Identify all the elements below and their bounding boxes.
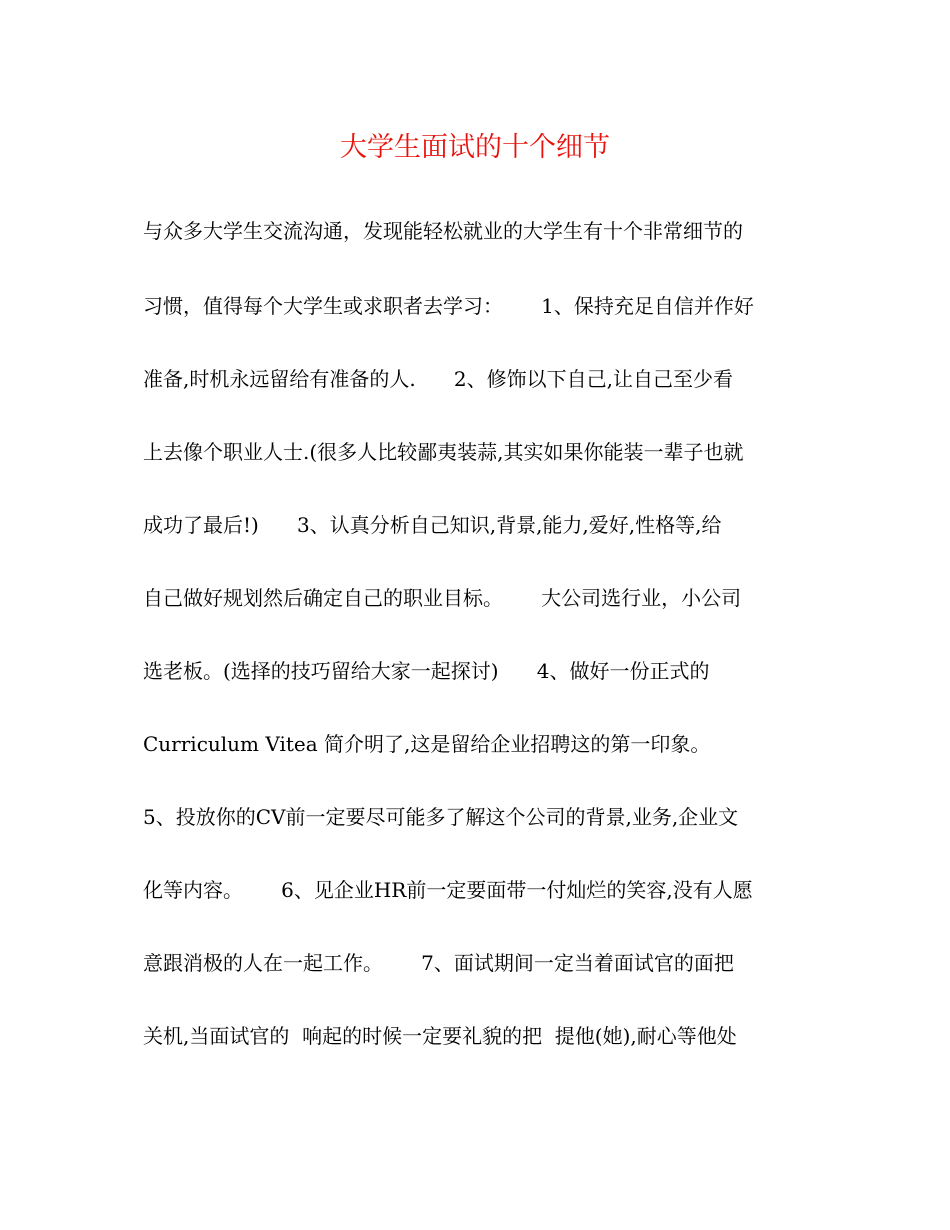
- body-text-line: 习惯，值得每个大学生或求职者去学习： 1、保持充足自信并作好: [143, 294, 754, 318]
- body-text-line: 5、投放你的CV前一定要尽可能多了解这个公司的背景,业务,企业文: [143, 805, 739, 829]
- document-title: 大学生面试的十个细节: [340, 132, 610, 163]
- body-text-line: Curriculum Vitea 简介明了,这是留给企业招聘这的第一印象。: [143, 732, 711, 756]
- body-text-line: 准备,时机永远留给有准备的人. 2、修饰以下自己,让自己至少看: [143, 367, 733, 391]
- body-text-line: 意跟消极的人在一起工作。 7、面试期间一定当着面试官的面把: [143, 951, 734, 975]
- body-text-line: 关机,当面试官的 响起的时候一定要礼貌的把 提他(她),耐心等他处: [143, 1024, 737, 1048]
- body-text-line: 自己做好规划然后确定自己的职业目标。 大公司选行业，小公司: [143, 586, 742, 610]
- body-text-line: 上去像个职业人士.(很多人比较鄙夷装蒜,其实如果你能装一辈子也就: [143, 440, 744, 464]
- body-text-line: 成功了最后!) 3、认真分析自己知识,背景,能力,爱好,性格等,给: [143, 513, 722, 537]
- body-text-line: 化等内容。 6、见企业HR前一定要面带一付灿烂的笑容,没有人愿: [143, 878, 753, 902]
- body-text-line: 与众多大学生交流沟通，发现能轻松就业的大学生有十个非常细节的: [143, 219, 743, 243]
- body-text-line: 选老板。(选择的技巧留给大家一起探讨) 4、做好一份正式的: [143, 659, 710, 683]
